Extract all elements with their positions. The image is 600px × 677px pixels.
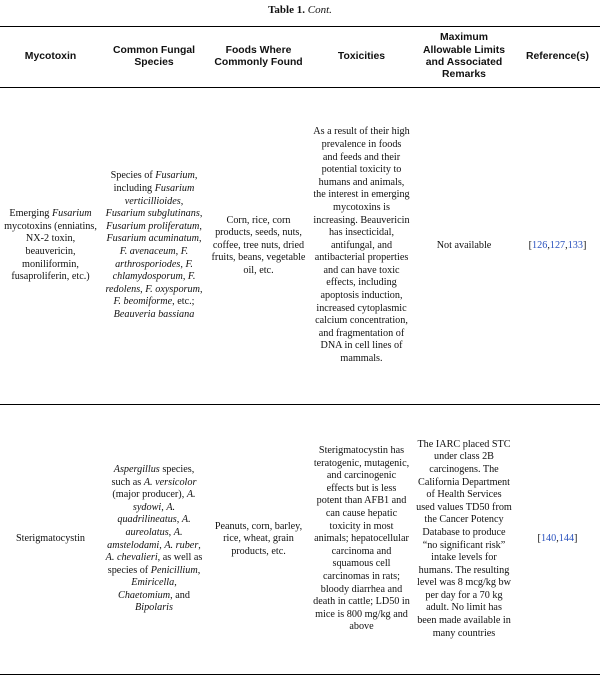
cell-toxicities: Sterigmatocystin has teratogenic, mutagenic, and carcinogenic effects but is less potent than AFB1 and can cause hepatic toxicity in most animals; hepatocellular carcinoma and squamous cell carcinomas in rats; bloody diarrhea and death in cattle; LD50 in mice is 800 mg/kg and above <box>310 405 413 675</box>
table-row <box>0 88 600 405</box>
header-limits: Maximum Allowable Limits and Associated Remarks <box>413 27 515 88</box>
header-row <box>0 27 600 88</box>
header-mycotoxin: Mycotoxin <box>0 27 101 88</box>
header-toxicities: Toxicities <box>310 27 413 88</box>
cell-toxicities: As a result of their high prevalence in foods and feeds and their potential toxicity to humans and animals, the interest in emerging mycotoxins is increasing. Beauvericin has insecticidal, antifungal, and antibacterial properties and can have toxic effects, including apoptosis induction, increased cytoplasmic calcium concentration, and fragmentation of DNA in cell lines of mammals. <box>310 88 413 405</box>
mycotoxin-table <box>0 26 600 675</box>
reference-link[interactable]: 144 <box>558 533 575 545</box>
reference-link[interactable]: 127 <box>549 239 566 251</box>
header-foods: Foods Where Commonly Found <box>207 27 310 88</box>
table-caption <box>0 4 600 16</box>
cell-foods: Peanuts, corn, barley, rice, wheat, grain products, etc. <box>207 405 310 675</box>
cell-foods: Corn, rice, corn products, seeds, nuts, coffee, tree nuts, dried fruits, beans, vegetable oil, etc. <box>207 88 310 405</box>
reference-link[interactable]: 140 <box>540 533 557 545</box>
cell-limits: The IARC placed STC under class 2B carcinogens. The California Department of Health Services used values TD50 from the Cancer Potency Database to produce “no significant risk” intake levels for humans. The resulting level was 8 mcg/kg bw per day for a 70 kg adult. No limit has been made available in many countries <box>413 405 515 675</box>
table-row <box>0 405 600 675</box>
cell-species: Aspergillus species, such as A. versicolor (major producer), A. sydowi, A. quadrilineatus, A. aureolatus, A. amstelodami, A. ruber, A. chevalieri, as well as species of Penicillium, Emiricella, Chaetomium, and Bipolaris <box>101 405 207 675</box>
cell-references: [126,127,133] <box>515 88 600 405</box>
cell-limits: Not available <box>413 88 515 405</box>
caption-suffix: Cont. <box>307 4 332 16</box>
reference-link[interactable]: 126 <box>532 239 548 251</box>
cell-mycotoxin: Sterigmatocystin <box>0 405 101 675</box>
header-species: Common Fungal Species <box>101 27 207 88</box>
caption-label: Table 1. <box>268 4 305 16</box>
header-references: Reference(s) <box>515 27 600 88</box>
cell-mycotoxin: Emerging Fusarium mycotoxins (enniatins, NX-2 toxin, beauvericin, moniliformin, fusaproliferin, etc.) <box>0 88 101 405</box>
cell-species: Species of Fusarium, including Fusarium verticillioides, Fusarium subglutinans, Fusarium proliferatum, Fusarium acuminatum, F. avenaceum, F. arthrosporiodes, F. chlamydosporum, F. redolens, F. oxysporum, F. beomiforme, etc.; Beauveria bassiana <box>101 88 207 405</box>
cell-references: [140,144] <box>515 405 600 675</box>
reference-link[interactable]: 133 <box>567 239 583 251</box>
